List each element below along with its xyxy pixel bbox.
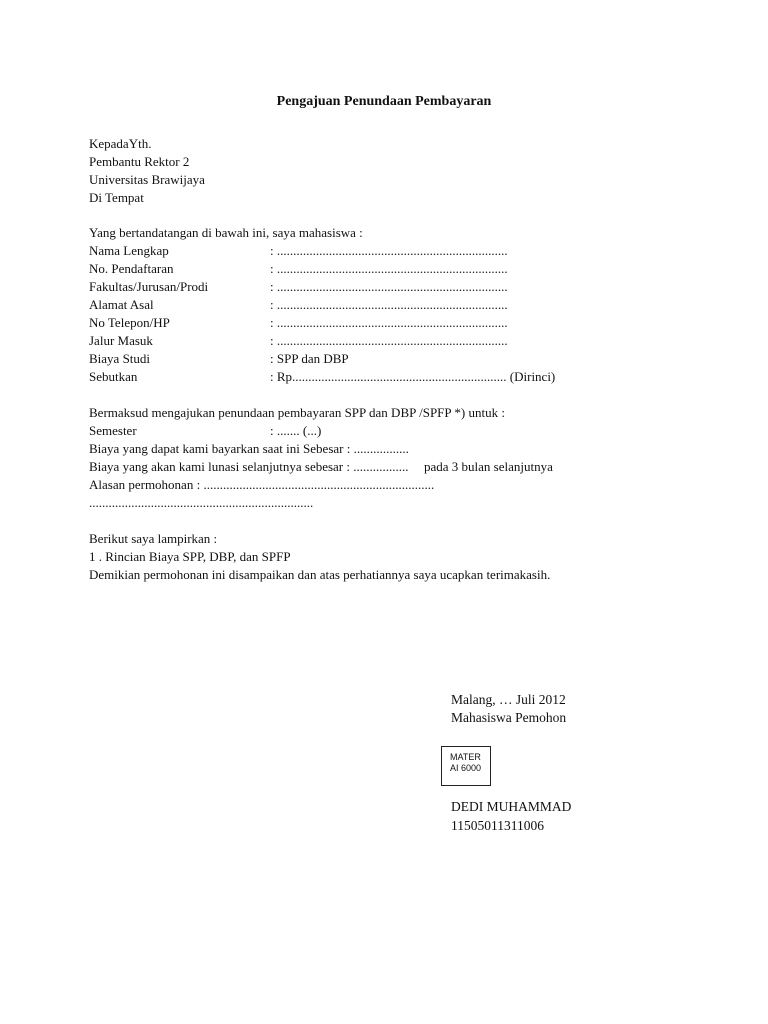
stamp-box	[441, 746, 491, 786]
reason-text: Alasan permohonan : .......................................................................	[89, 477, 435, 492]
field-label: No. Pendaftaran	[89, 261, 174, 276]
field-value: : .......................................................................	[270, 333, 508, 348]
field-label: Alamat Asal	[89, 297, 154, 312]
pay-later-text: Biaya yang akan kami lunasi selanjutnya sebesar : .................	[89, 459, 409, 474]
recipient-line-1: KepadaYth.	[89, 136, 152, 151]
field-jalur-masuk	[89, 332, 689, 350]
document-title: Pengajuan Penundaan Pembayaran	[276, 94, 492, 109]
attachment-item-1: 1 . Rincian Biaya SPP, DBP, dan SPFP	[89, 549, 291, 564]
intro-text: Yang bertandatangan di bawah ini, saya mahasiswa :	[89, 225, 363, 240]
field-nama-lengkap	[89, 242, 689, 260]
signer-id-number: 11505011311006	[451, 818, 544, 833]
closing-text: Demikian permohonan ini disampaikan dan atas perhatiannya saya ucapkan terimakasih.	[89, 567, 551, 582]
field-label: No Telepon/HP	[89, 315, 170, 330]
pay-now-text: Biaya yang dapat kami bayarkan saat ini Sebesar : .................	[89, 441, 409, 456]
recipient-line-3: Universitas Brawijaya	[89, 172, 205, 187]
semester-label: Semester	[89, 423, 137, 438]
field-sebutkan	[89, 368, 689, 386]
recipient-line-2: Pembantu Rektor 2	[89, 154, 190, 169]
field-no-pendaftaran	[89, 260, 689, 278]
field-value: : SPP dan DBP	[270, 351, 349, 366]
semester-row	[89, 422, 689, 440]
field-label: Sebutkan	[89, 369, 138, 384]
stamp-text-line-1: MATER	[450, 752, 481, 762]
signer-name: DEDI MUHAMMAD	[451, 799, 572, 814]
pay-later-note: pada 3 bulan selanjutnya	[424, 459, 553, 474]
field-label: Jalur Masuk	[89, 333, 153, 348]
stamp-text-line-2: AI 6000	[450, 763, 482, 773]
field-value: : .......................................................................	[270, 279, 508, 294]
field-fakultas	[89, 278, 689, 296]
field-value: : Rp.................................................................. (Dirinci)	[270, 369, 556, 384]
reason-continuation: .....................................................................	[89, 495, 314, 510]
recipient-line-4: Di Tempat	[89, 190, 144, 205]
field-biaya-studi	[89, 350, 689, 368]
place-date: Malang, … Juli 2012	[451, 692, 566, 707]
field-value: : .......................................................................	[270, 297, 508, 312]
field-value: : .......................................................................	[270, 261, 508, 276]
field-value: : .......................................................................	[270, 243, 508, 258]
field-label: Fakultas/Jurusan/Prodi	[89, 279, 209, 294]
field-label: Nama Lengkap	[89, 243, 169, 258]
field-alamat-asal	[89, 296, 689, 314]
purpose-heading: Bermaksud mengajukan penundaan pembayaran SPP dan DBP /SPFP *) untuk :	[89, 405, 505, 420]
signer-role: Mahasiswa Pemohon	[451, 710, 567, 725]
attachments-heading: Berikut saya lampirkan :	[89, 531, 218, 546]
field-label: Biaya Studi	[89, 351, 151, 366]
field-telepon	[89, 314, 689, 332]
field-value: : .......................................................................	[270, 315, 508, 330]
semester-value: : ....... (...)	[270, 423, 322, 438]
